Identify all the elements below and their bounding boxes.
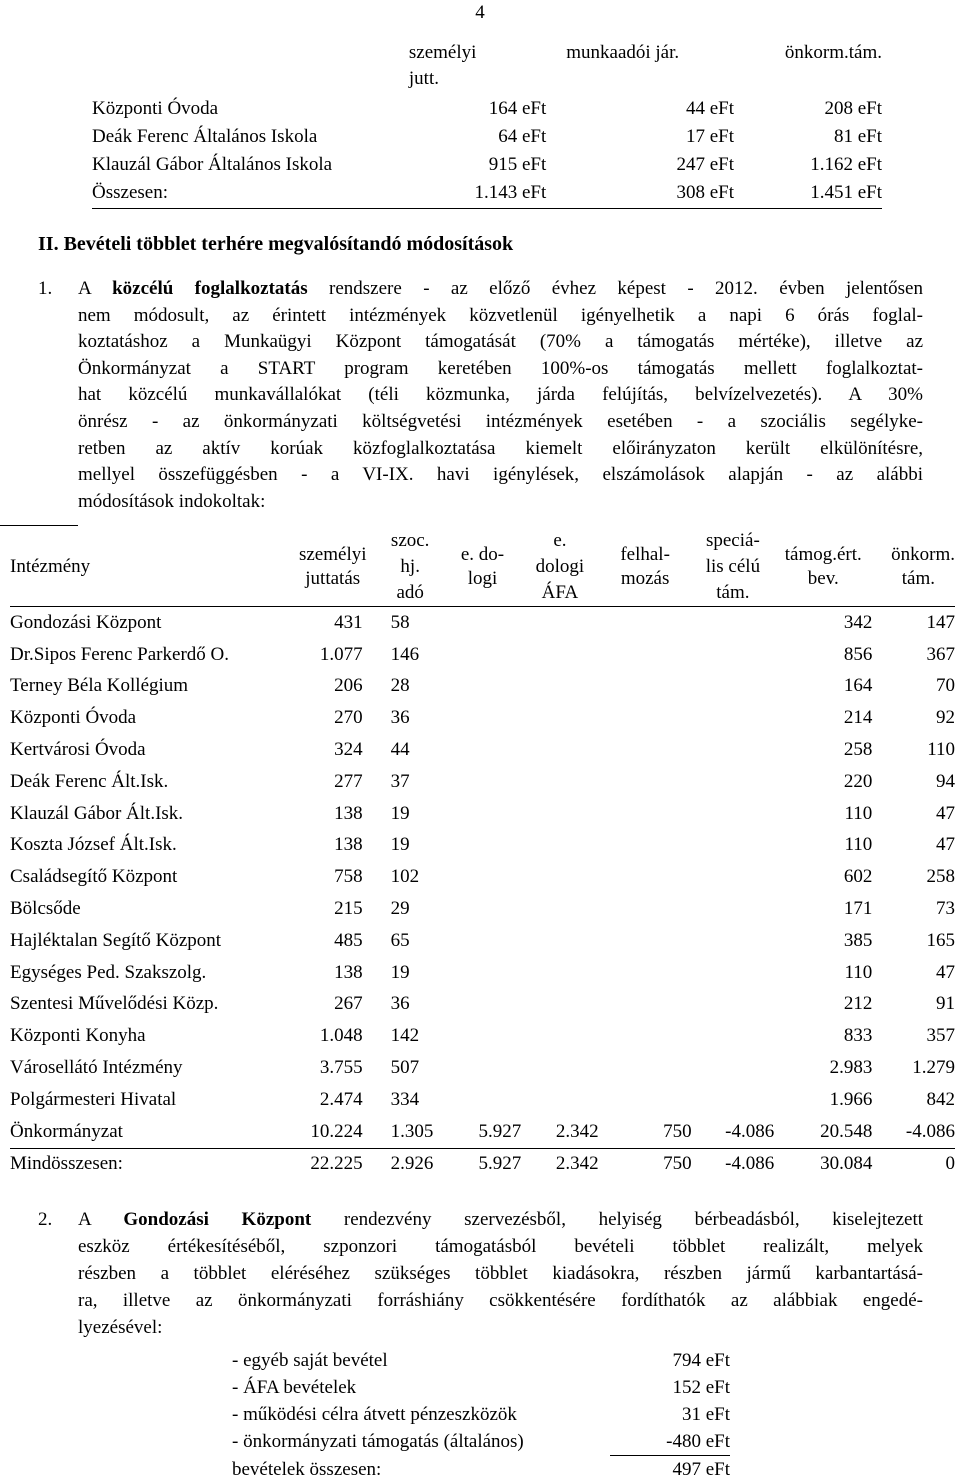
cell-value: 73 [936, 898, 955, 920]
paragraph-line: Önkormányzat a START program keretében 100%-os támogatás mellett foglalkoztat- [78, 357, 923, 379]
institution-summary-table [92, 40, 882, 209]
cell-institution: Kertvárosi Óvoda [10, 739, 146, 761]
table-row [10, 989, 955, 1021]
table-header-row [10, 528, 955, 607]
cell-value [599, 861, 692, 893]
paragraph-line: eszköz értékesítéséből, szponzori támogatásból bevételi többlet realizált, melyek [78, 1236, 923, 1257]
cell-value: 1.048 [319, 1025, 363, 1047]
table-total-row: Összesen: 1.143 eFt 308 eFt 1.451 eFt [92, 180, 882, 209]
table-row: Deák Ferenc Általános Iskola 64 eFt 17 eFt 81 eFt [92, 126, 882, 147]
cell-value: -4.086 [725, 1153, 775, 1175]
cell-label: bevételek összesen: [232, 1458, 382, 1480]
cell-value: 602 [843, 866, 873, 888]
cell-value [444, 989, 521, 1021]
header-gov-support: önkorm.tám. [784, 42, 882, 63]
cell-value: 165 [926, 929, 955, 951]
cell-value [599, 702, 692, 734]
cell-value: 164 [843, 675, 873, 697]
table-row [10, 1020, 955, 1052]
cell-value: 142 [390, 1025, 420, 1047]
table-row [232, 1347, 730, 1374]
cell-value: 58 [390, 611, 410, 633]
cell-value: 367 [926, 643, 955, 665]
cell-value: 2.342 [521, 1116, 598, 1148]
cell-value: 152 eFt [672, 1377, 730, 1398]
table-row [10, 861, 955, 893]
cell-value: 92 [936, 707, 955, 729]
table-row [10, 766, 955, 798]
cell-value [444, 925, 521, 957]
cell-value: 110 [844, 802, 873, 824]
cell-value [521, 989, 598, 1021]
cell-value: 147 [926, 611, 955, 633]
cell-value: 22.225 [310, 1153, 363, 1175]
paragraph-line: lyezésével: [78, 1317, 163, 1338]
cell-value [444, 1052, 521, 1084]
cell-value [599, 798, 692, 830]
header-support-revenue: támog.ért. bev. [774, 528, 872, 607]
paragraph-lines [78, 276, 923, 515]
cell-value [444, 957, 521, 989]
header-institution: Intézmény [10, 528, 289, 607]
table-row [232, 1428, 730, 1456]
cell-value [599, 766, 692, 798]
cell-institution: Mindösszesen: [10, 1153, 123, 1175]
cell-value: 65 [390, 929, 410, 951]
cell-value [692, 893, 775, 925]
cell-value: 277 [334, 770, 363, 792]
cell-value [692, 1084, 775, 1116]
cell-value [521, 1084, 598, 1116]
cell-institution: Polgármesteri Hivatal [10, 1088, 177, 1110]
cell-value: 94 [936, 770, 955, 792]
cell-value [599, 925, 692, 957]
cell-value [692, 702, 775, 734]
cell-value [692, 798, 775, 830]
cell-value [599, 1020, 692, 1052]
cell-value: 146 [390, 643, 420, 665]
cell-value [521, 830, 598, 862]
cell-value: 258 [843, 739, 873, 761]
cell-value: 20.548 [774, 1116, 872, 1148]
cell-value [444, 671, 521, 703]
cell-value: 214 [843, 707, 873, 729]
revenue-table [232, 1347, 730, 1483]
header-social-tax: szoc. hj. adó [377, 528, 444, 607]
cell-value: 2.983 [829, 1057, 873, 1079]
cell-value: 2.342 [555, 1153, 599, 1175]
cell-value: 842 [926, 1088, 955, 1110]
cell-value [692, 1020, 775, 1052]
cell-value: 10.224 [289, 1116, 377, 1148]
paragraph-line: önrész - az önkormányzati költségvetési intézmények esetében - a szociális segélyke- [78, 410, 923, 432]
header-accumulation: felhal- mozás [599, 528, 692, 607]
cell-institution: Egységes Ped. Szakszolg. [10, 961, 207, 983]
cell-value [521, 671, 598, 703]
cell-value [444, 702, 521, 734]
table-total-row [232, 1456, 730, 1484]
paragraph-lines [78, 1206, 923, 1341]
list-number: 1. [38, 278, 53, 299]
cell-value [444, 607, 521, 639]
header-material-vat: e. dologi ÁFA [521, 528, 598, 607]
cell-value: 794 eFt [672, 1350, 730, 1371]
cell-value: 1.279 [912, 1057, 955, 1079]
paragraph-line: mellyel összefüggésben - a VI-IX. havi igénylések, elszámolások alapján - az alábbi [78, 464, 923, 486]
cell-value: 5.927 [444, 1116, 521, 1148]
cell-value: 37 [390, 770, 410, 792]
table-row [10, 671, 955, 703]
cell-value: 28 [390, 675, 410, 697]
cell-value [521, 607, 598, 639]
header-employer: munkaadói jár. [566, 42, 680, 63]
cell-institution: Bölcsőde [10, 898, 81, 920]
cell-value: 758 [334, 866, 363, 888]
cell-value: 385 [843, 929, 873, 951]
cell-value [692, 830, 775, 862]
cell-value: 1.966 [829, 1088, 873, 1110]
paragraph-line: A közcélú foglalkoztatás rendszere - az előző évhez képest - 2012. évben jelentősen [78, 278, 923, 299]
cell-value: 2.926 [390, 1153, 434, 1175]
cell-value: 1.305 [377, 1116, 444, 1148]
cell-value [521, 639, 598, 671]
cell-value [599, 607, 692, 639]
paragraph-care-center [38, 1206, 923, 1341]
cell-value [599, 639, 692, 671]
cell-value: 220 [843, 770, 873, 792]
cell-value [692, 957, 775, 989]
cell-value: 267 [334, 993, 363, 1015]
table-row [10, 1052, 955, 1084]
cell-label: - ÁFA bevételek [232, 1377, 357, 1398]
table-row [10, 607, 955, 639]
cell-value: 485 [334, 929, 363, 951]
cell-label: - működési célra átvett pénzeszközök [232, 1404, 517, 1425]
modification-table [10, 528, 955, 1180]
cell-value [599, 671, 692, 703]
table-row: Központi Óvoda 164 eFt 44 eFt 208 eFt [92, 98, 882, 119]
table-row [10, 893, 955, 925]
cell-value: 110 [844, 834, 873, 856]
cell-value [521, 1052, 598, 1084]
cell-value: 497 eFt [672, 1459, 730, 1480]
cell-value: 324 [334, 739, 363, 761]
cell-value [521, 702, 598, 734]
table-row [10, 925, 955, 957]
cell-institution: Terney Béla Kollégium [10, 675, 189, 697]
cell-value [521, 798, 598, 830]
cell-value: 138 [334, 961, 363, 983]
cell-value [521, 861, 598, 893]
cell-value: 47 [936, 834, 955, 856]
cell-value: 212 [843, 993, 873, 1015]
cell-value: 357 [926, 1025, 955, 1047]
cell-institution: Hajléktalan Segítő Központ [10, 929, 222, 951]
cell-value: 1.077 [319, 643, 363, 665]
cell-value [444, 639, 521, 671]
cell-institution: Családsegítő Központ [10, 866, 178, 888]
cell-value: 5.927 [478, 1153, 522, 1175]
cell-value: 334 [390, 1088, 420, 1110]
cell-value [599, 989, 692, 1021]
cell-value [599, 830, 692, 862]
cell-value [521, 766, 598, 798]
cell-value [444, 766, 521, 798]
cell-value: 258 [926, 866, 955, 888]
cell-institution: Önkormányzat [10, 1116, 289, 1148]
cell-value: 431 [334, 611, 363, 633]
paragraph-public-employment [38, 276, 923, 515]
cell-value [599, 734, 692, 766]
cell-value: 19 [390, 834, 410, 856]
cell-value [692, 734, 775, 766]
cell-value: 3.755 [319, 1057, 363, 1079]
cell-value [444, 1084, 521, 1116]
cell-value [521, 893, 598, 925]
cell-institution: Városellátó Intézmény [10, 1057, 183, 1079]
paragraph-line: részben a többlet eléréséhez szükséges többlet kiadásokra, részben jármű karbantartásá- [78, 1263, 923, 1284]
cell-value: 19 [390, 961, 410, 983]
cell-value: 507 [390, 1057, 420, 1079]
cell-value: 29 [390, 898, 410, 920]
cell-value: 47 [936, 961, 955, 983]
cell-value [692, 925, 775, 957]
cell-value [692, 766, 775, 798]
paragraph-line: ra, illetve az önkormányzati forráshiány csökkentésére fordíthatók az alábbiak engedé- [78, 1290, 923, 1311]
table-row [10, 734, 955, 766]
cell-value [521, 957, 598, 989]
table-row [10, 1084, 955, 1116]
cell-value: -4.086 [872, 1116, 955, 1148]
list-number: 2. [38, 1209, 53, 1230]
cell-value: 30.084 [820, 1153, 873, 1175]
table-row [232, 1374, 730, 1401]
cell-value: 36 [390, 993, 410, 1015]
cell-value [599, 893, 692, 925]
cell-value [444, 1020, 521, 1052]
page-number: 4 [475, 2, 485, 23]
section-heading: II. Bevételi többlet terhére megvalósítandó módosítások [38, 233, 514, 255]
table-row [232, 1401, 730, 1428]
cell-value: 138 [334, 802, 363, 824]
header-gov-support: önkorm. tám. [872, 528, 955, 607]
cell-institution: Központi Óvoda [10, 707, 137, 729]
cell-value: 102 [390, 866, 420, 888]
cell-institution: Koszta József Ált.Isk. [10, 834, 177, 856]
paragraph-line: hat közcélú munkavállalókat (téli közmunka, járda felújítás, belvízelvezetés). A 30% [78, 384, 923, 406]
cell-value [444, 861, 521, 893]
cell-value: 856 [843, 643, 873, 665]
divider [0, 525, 78, 526]
cell-value [521, 925, 598, 957]
paragraph-line: koztatáshoz a Munkaügyi Központ támogatását (70% a támogatás mértéke), illetve az [78, 331, 923, 353]
cell-value [599, 957, 692, 989]
cell-value [444, 893, 521, 925]
table-header-row [92, 40, 882, 96]
cell-value [692, 607, 775, 639]
table-row: Klauzál Gábor Általános Iskola 915 eFt 247 eFt 1.162 eFt [92, 154, 882, 175]
cell-value [692, 1052, 775, 1084]
cell-value: 110 [844, 961, 873, 983]
table-row [10, 639, 955, 671]
table-body [10, 607, 955, 1181]
cell-value [692, 861, 775, 893]
paragraph-line: A Gondozási Központ rendezvény szervezésből, helyiség bérbeadásból, kiselejtezett [78, 1209, 923, 1230]
cell-value: 44 [390, 739, 410, 761]
cell-value: 171 [843, 898, 873, 920]
cell-institution: Dr.Sipos Ferenc Parkerdő O. [10, 643, 229, 665]
header-personal: személyi jutt. [408, 42, 477, 89]
cell-value: 206 [334, 675, 363, 697]
cell-value: 31 eFt [681, 1404, 730, 1425]
cell-value: 750 [599, 1116, 692, 1148]
cell-value [599, 1084, 692, 1116]
cell-value [692, 671, 775, 703]
header-personal: személyi juttatás [289, 528, 377, 607]
cell-institution: Deák Ferenc Ált.Isk. [10, 770, 169, 792]
cell-institution: Klauzál Gábor Ált.Isk. [10, 802, 184, 824]
cell-value [521, 734, 598, 766]
cell-value [521, 1020, 598, 1052]
cell-label: - egyéb saját bevétel [232, 1350, 388, 1371]
cell-value: 110 [927, 739, 955, 761]
cell-value: 138 [334, 834, 363, 856]
header-special-support: speciá- lis célú tám. [692, 528, 775, 607]
cell-value: 750 [663, 1153, 692, 1175]
cell-value: 833 [843, 1025, 873, 1047]
cell-value [444, 798, 521, 830]
cell-label: - önkormányzati támogatás (általános) [232, 1431, 524, 1453]
cell-institution: Gondozási Központ [10, 611, 162, 633]
table-body [232, 1347, 730, 1483]
header-material: e. do- logi [444, 528, 521, 607]
cell-institution: Központi Konyha [10, 1025, 146, 1047]
cell-value: 19 [390, 802, 410, 824]
cell-value: 2.474 [319, 1088, 363, 1110]
cell-value: -4.086 [692, 1116, 775, 1148]
cell-value: 36 [390, 707, 410, 729]
cell-value [444, 734, 521, 766]
cell-institution: Szentesi Művelődési Közp. [10, 993, 219, 1015]
cell-value: 91 [936, 993, 955, 1015]
cell-value: -480 eFt [610, 1428, 730, 1456]
cell-value: 215 [334, 898, 363, 920]
cell-value [692, 989, 775, 1021]
cell-value [692, 639, 775, 671]
cell-value: 47 [936, 802, 955, 824]
cell-value: 70 [936, 675, 955, 697]
cell-value: 342 [843, 611, 873, 633]
paragraph-line: retben az aktív korúak közfoglalkoztatása kiemelt előirányzaton került elkülönítésre, [78, 437, 923, 459]
table-row [10, 830, 955, 862]
paragraph-line: nem módosult, az érintett intézmények közvetlenül igényelhetik a napi 6 órás foglal- [78, 304, 923, 326]
table-row [10, 798, 955, 830]
table-row [10, 702, 955, 734]
paragraph-line: módosítások indokoltak: [78, 490, 266, 512]
cell-value: 0 [945, 1153, 955, 1175]
cell-value [444, 830, 521, 862]
table-total-row [10, 1148, 955, 1180]
table-row [10, 1116, 955, 1148]
table-row [10, 957, 955, 989]
cell-value [599, 1052, 692, 1084]
cell-value: 270 [334, 707, 363, 729]
